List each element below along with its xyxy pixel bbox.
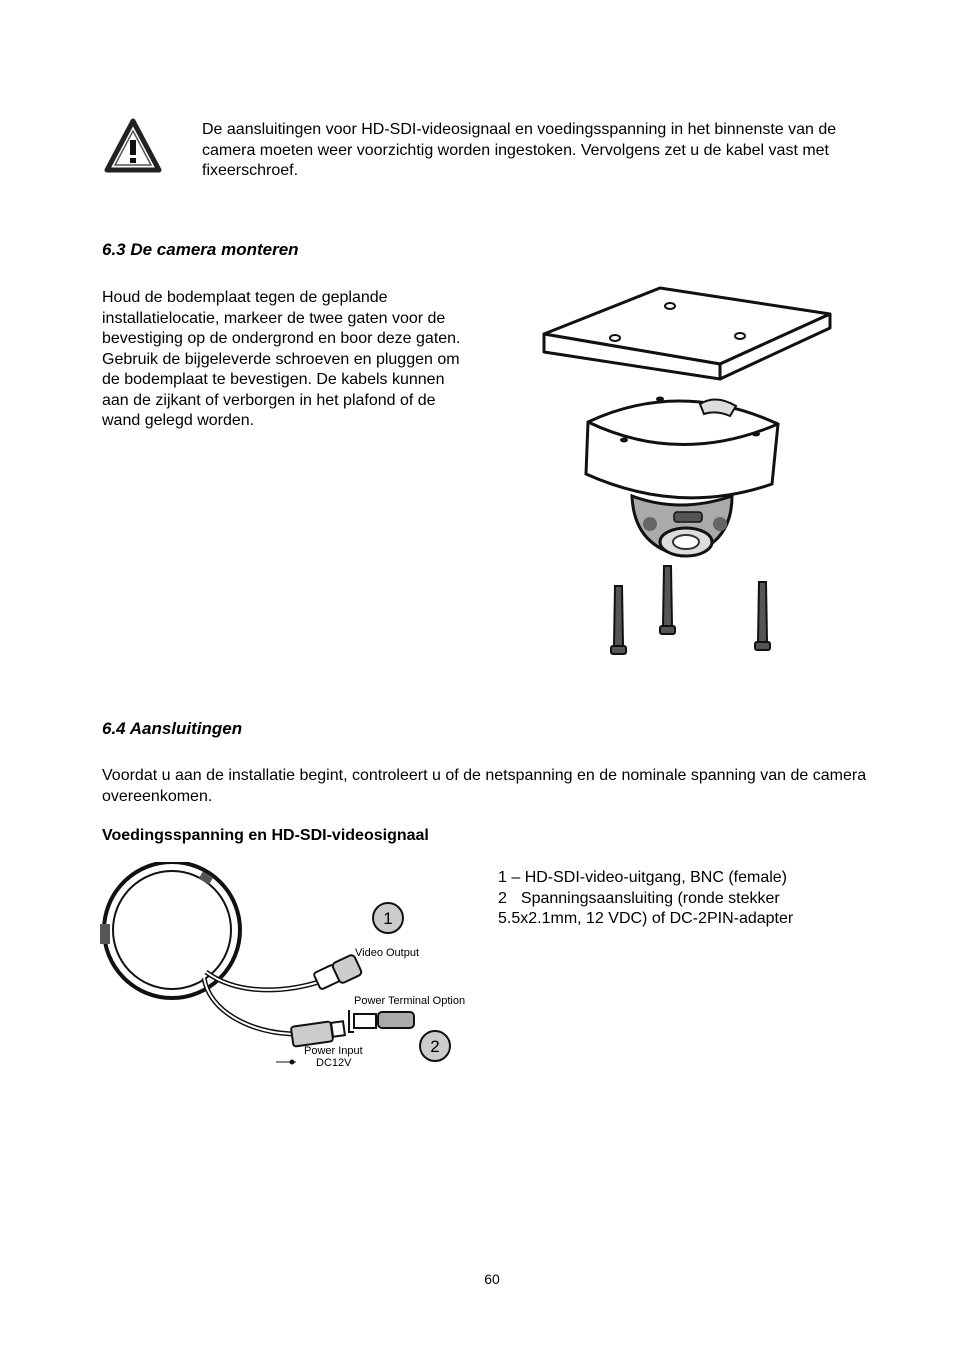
video-output-label: Video Output bbox=[355, 947, 420, 959]
power-input-label: Power Input bbox=[304, 1045, 363, 1057]
dc12v-label: DC12V bbox=[316, 1057, 352, 1069]
section-6-4-heading: 6.4 Aansluitingen bbox=[102, 719, 243, 738]
screws bbox=[611, 566, 770, 654]
section-6-3-body: Houd de bodemplaat tegen de geplande installatielocatie, markeer de twee gaten voor de bevestiging op de ondergrond en boor deze gaten. Gebruik de bijgeleverde schroeven en pluggen om de bodemplaat te bevestigen. De kabels kunnen aan de zijkant of verborgen in het plafond of de wand gelegd worden. bbox=[102, 289, 461, 429]
voedingsspanning-subheading: Voedingsspanning en HD-SDI-videosignaal bbox=[102, 827, 429, 844]
callout-1-label: 1 bbox=[383, 909, 393, 928]
warning-text: De aansluitingen voor HD-SDI-videosignaal en voedingsspanning in het binnenste van de camera moeten weer voorzichtig worden ingestoken. Vervolgens zet u de kabel vast met fixeerschroef. bbox=[202, 121, 837, 179]
page-number: 60 bbox=[484, 1271, 500, 1287]
camera-mounting-illustration bbox=[540, 284, 836, 660]
callout-2-label: 2 bbox=[430, 1037, 440, 1056]
list-item-2 bbox=[498, 889, 858, 910]
power-connector bbox=[291, 1021, 345, 1046]
warning-triangle-icon bbox=[104, 118, 162, 174]
section-6-3-heading: 6.3 De camera monteren bbox=[102, 240, 299, 259]
dome-housing bbox=[586, 401, 778, 498]
bnc-connector bbox=[313, 954, 362, 990]
connection-diagram bbox=[100, 862, 480, 1072]
connection-list bbox=[498, 868, 858, 930]
list-item-2-continued: 5.5x2.1mm, 12 VDC) of DC-2PIN-adapter bbox=[498, 910, 794, 927]
dc-2pin-adapter bbox=[349, 1010, 414, 1032]
power-terminal-option-label: Power Terminal Option bbox=[354, 995, 466, 1007]
list-item-2-number: 2 bbox=[498, 889, 507, 907]
callout-1 bbox=[373, 903, 403, 933]
mounting-plate bbox=[544, 288, 830, 379]
list-item-2-text: Spanningsaansluiting (ronde stekker bbox=[520, 889, 780, 907]
section-6-4-body: Voordat u aan de installatie begint, controleert u of de netspanning en de nominale spanning van de camera overeenkomen. bbox=[102, 767, 867, 805]
callout-2 bbox=[420, 1031, 450, 1061]
list-item-1: 1 – HD-SDI-video-uitgang, BNC (female) bbox=[498, 869, 787, 886]
camera-ball bbox=[632, 496, 732, 556]
